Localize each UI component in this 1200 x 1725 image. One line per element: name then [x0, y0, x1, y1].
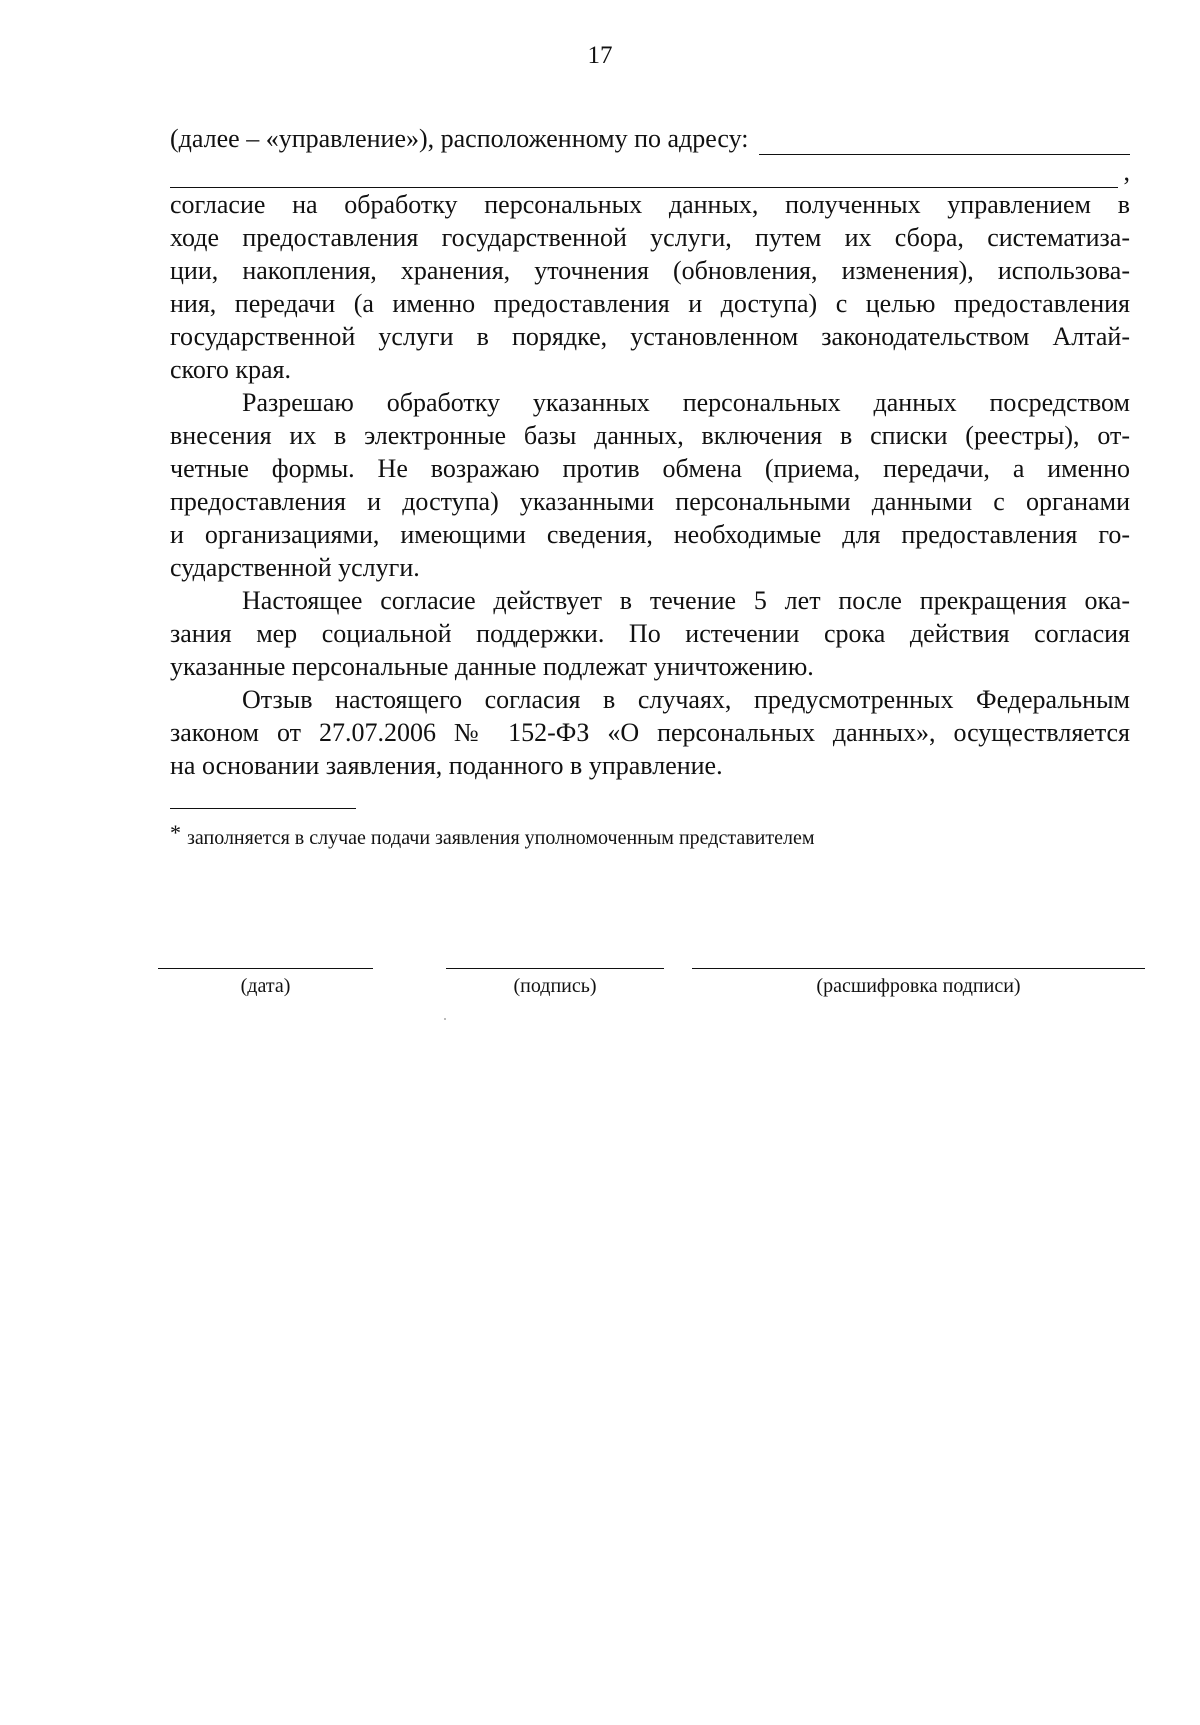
footnote	[170, 820, 814, 850]
paragraph-line: и организациями, имеющими сведения, необходимые для предоставления го-	[170, 520, 1130, 549]
footnote-marker: *	[170, 820, 181, 845]
paragraph-line: сударственной услуги.	[170, 553, 420, 582]
paragraph-validity	[170, 584, 1130, 683]
paragraph-line: Отзыв настоящего согласия в случаях, предусмотренных Федеральным	[242, 685, 1130, 714]
document-body	[170, 122, 1130, 782]
signature-decoding-line[interactable]	[692, 968, 1145, 969]
address-blank-2[interactable]	[170, 165, 1118, 188]
address-line	[170, 122, 1130, 155]
paragraph-line: Настоящее согласие действует в течение 5 лет после прекращения ока-	[242, 586, 1130, 615]
paragraph-line: ния, передачи (а именно предоставления и доступа) с целью предоставления	[170, 289, 1130, 318]
date-label: (дата)	[240, 975, 291, 997]
address-comma: ,	[1123, 157, 1130, 186]
paragraph-line: государственной услуги в порядке, установленном законодательством Алтай-	[170, 322, 1130, 351]
footnote-text: заполняется в случае подачи заявления уполномоченным представителем	[187, 827, 815, 849]
signature-decoding-label: (расшифровка подписи)	[816, 975, 1021, 997]
paragraph-line: указанные персональные данные подлежат уничтожению.	[170, 652, 814, 681]
paragraph-line: на основании заявления, поданного в управление.	[170, 751, 723, 780]
date-line[interactable]	[158, 968, 373, 969]
paragraph-line: Разрешаю обработку указанных персональных данных посредством	[242, 388, 1130, 417]
signature-line[interactable]	[446, 968, 664, 969]
paragraph-line: ского края.	[170, 355, 291, 384]
footnote-divider	[170, 808, 356, 809]
paragraph-line: законом от 27.07.2006 № 152-ФЗ «О персональных данных», осуществляется	[170, 718, 1130, 747]
paragraph-permission	[170, 386, 1130, 584]
signature-label: (подпись)	[513, 975, 597, 997]
address-line-2	[170, 155, 1130, 188]
scan-speck	[444, 1018, 446, 1020]
paragraph-revocation	[170, 683, 1130, 782]
page-number: 17	[587, 42, 613, 69]
paragraph-line: согласие на обработку персональных данных, полученных управлением в	[170, 190, 1130, 219]
paragraph-line: ходе предоставления государственной услуги, путем их сбора, систематиза-	[170, 223, 1130, 252]
paragraph-line: предоставления и доступа) указанными персональными данными с органами	[170, 487, 1130, 516]
paragraph-line: зания мер социальной поддержки. По истечении срока действия согласия	[170, 619, 1130, 648]
address-prefix: (далее – «управление»), расположенному по адресу:	[170, 124, 749, 153]
paragraph-line: внесения их в электронные базы данных, включения в списки (реестры), от-	[170, 421, 1130, 450]
address-blank-1[interactable]	[759, 132, 1130, 155]
paragraph-line: ции, накопления, хранения, уточнения (обновления, изменения), использова-	[170, 256, 1130, 285]
paragraph-consent	[170, 188, 1130, 386]
paragraph-line: четные формы. Не возражаю против обмена (приема, передачи, а именно	[170, 454, 1130, 483]
